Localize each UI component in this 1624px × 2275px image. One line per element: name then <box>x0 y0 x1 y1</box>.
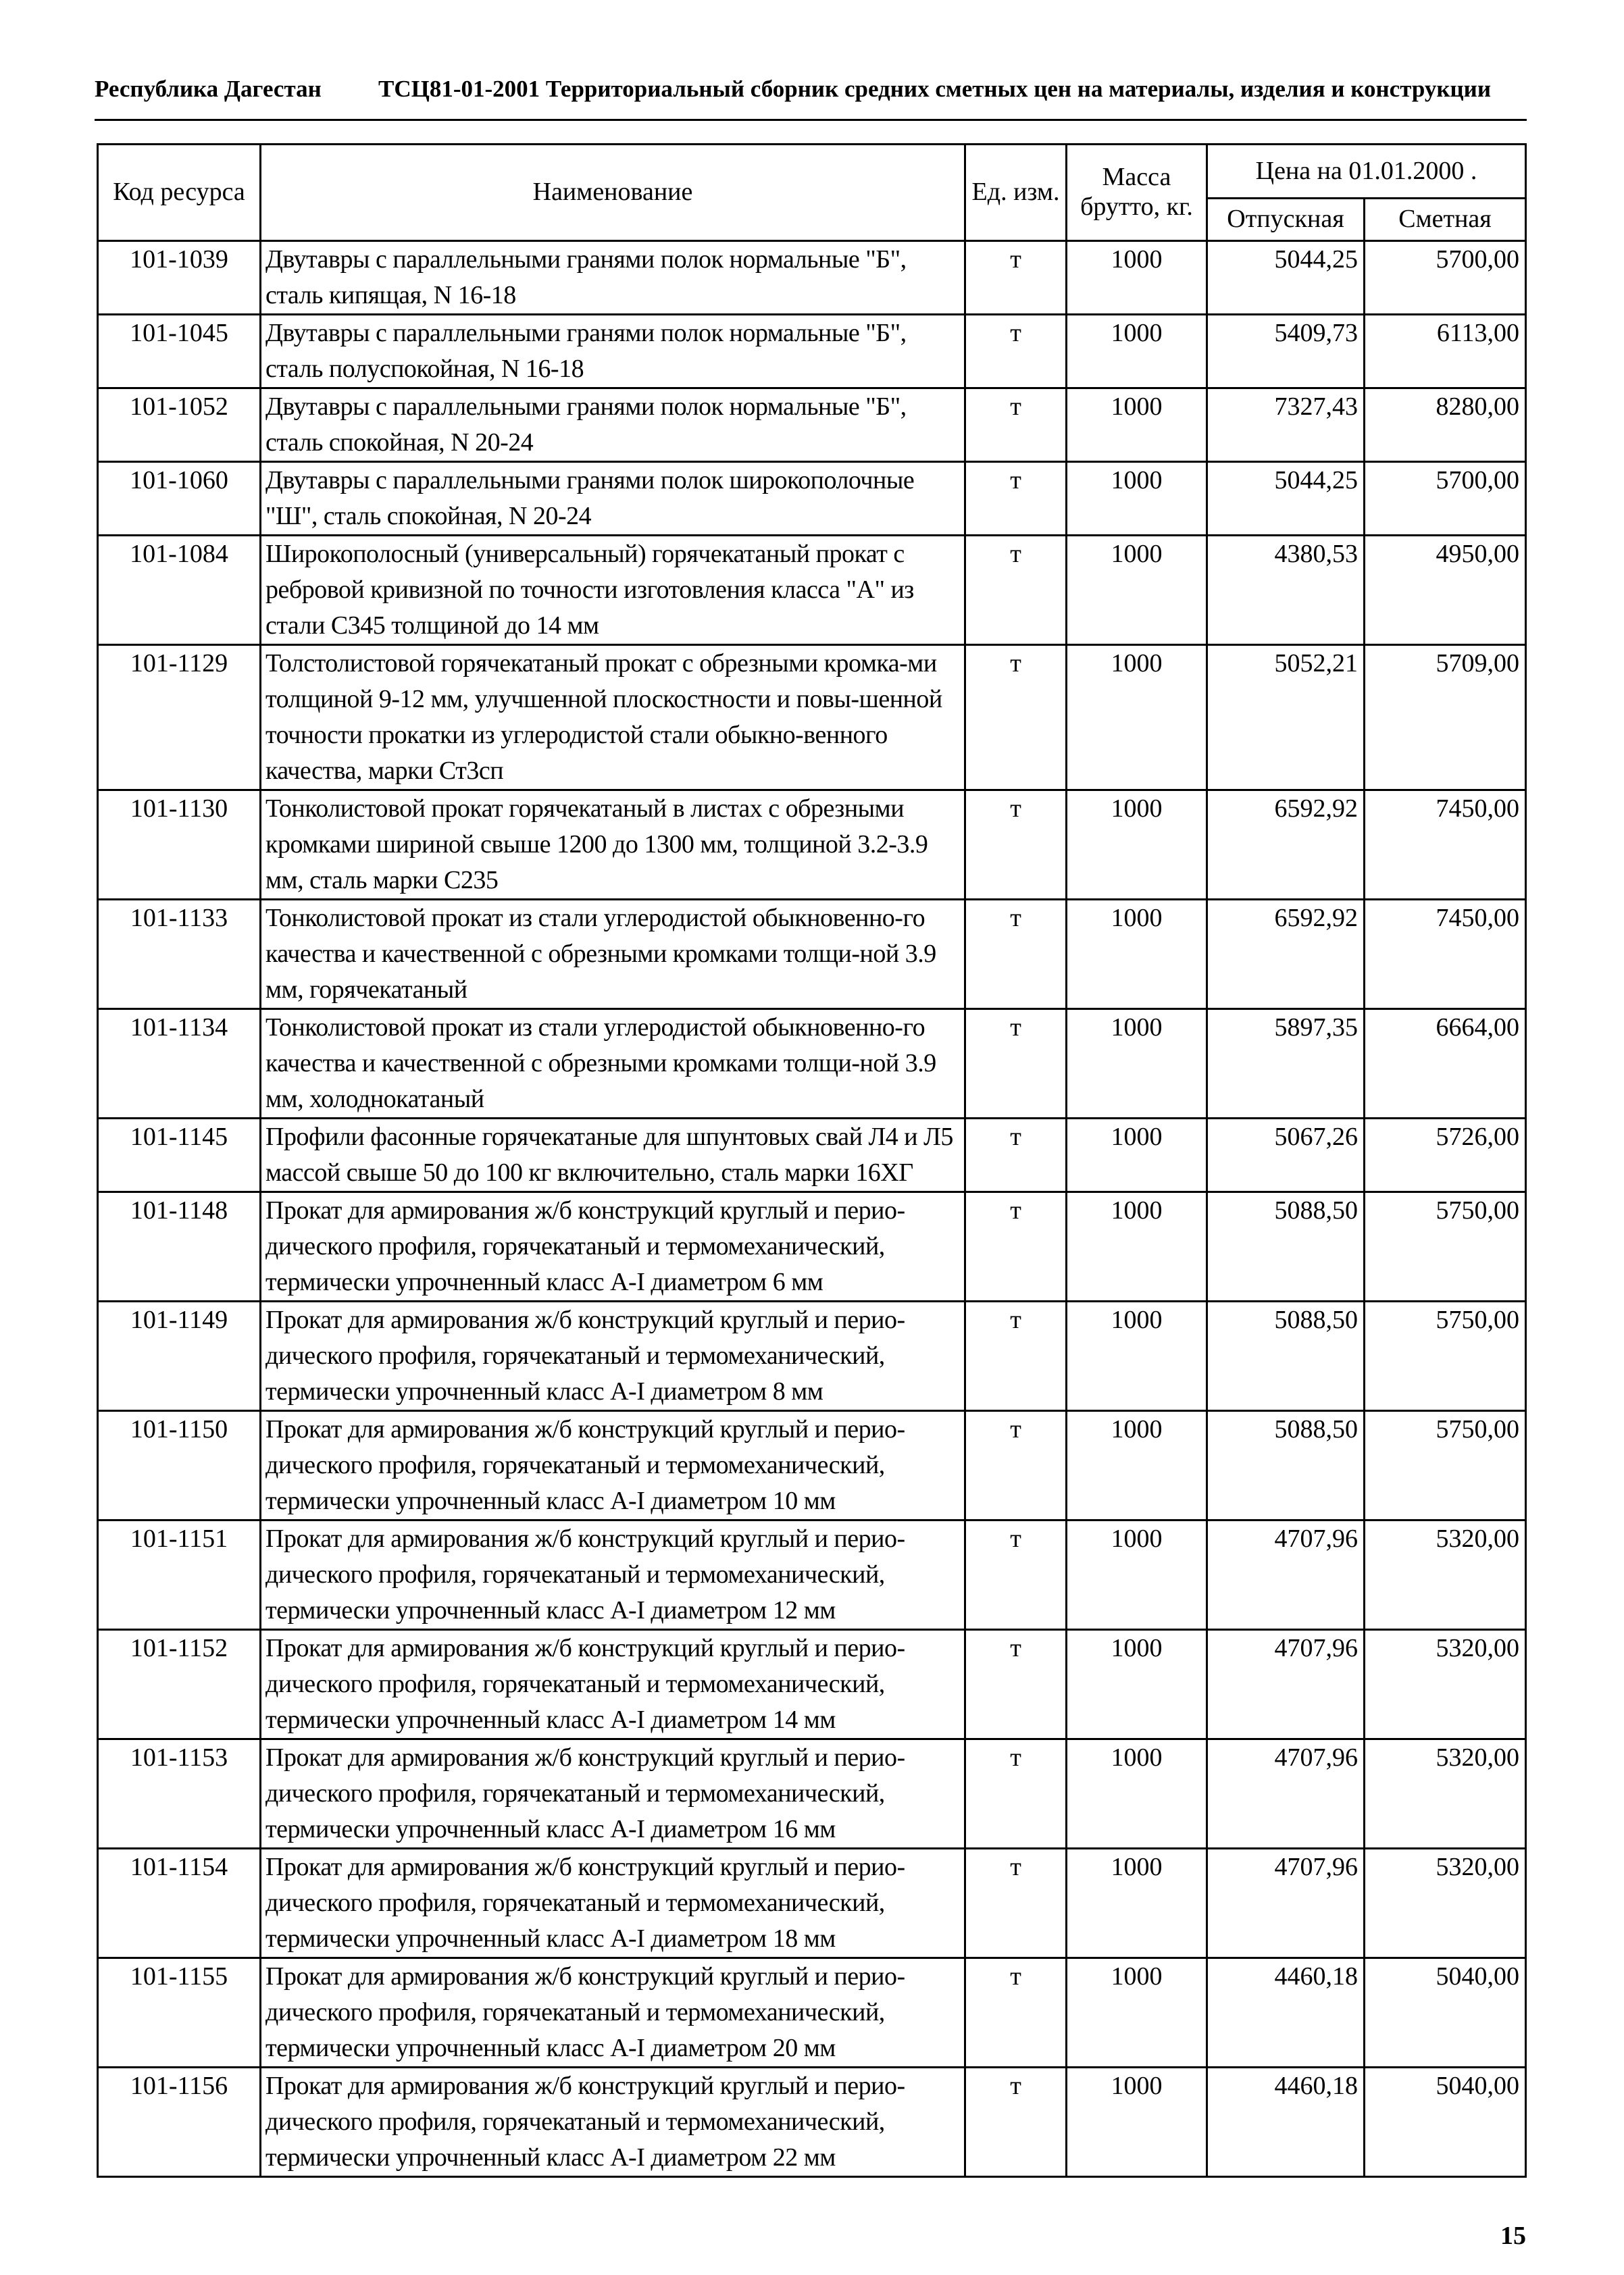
col-header-unit: Ед. изм. <box>965 145 1067 241</box>
row-mass: 1000 <box>1067 1411 1207 1520</box>
row-mass: 1000 <box>1067 900 1207 1009</box>
row-mass: 1000 <box>1067 388 1207 462</box>
table-row <box>98 1520 1526 1630</box>
row-release-price: 5088,50 <box>1207 1302 1365 1411</box>
row-unit: т <box>965 241 1067 315</box>
row-unit: т <box>965 1302 1067 1411</box>
row-unit: т <box>965 1630 1067 1739</box>
row-name: Двутавры с параллельными гранями полок нормальные "Б", сталь кипящая, N 16-18 <box>261 241 965 315</box>
row-unit: т <box>965 1009 1067 1119</box>
row-release-price: 4460,18 <box>1207 2068 1365 2177</box>
row-mass: 1000 <box>1067 1739 1207 1849</box>
row-estimate-price: 5750,00 <box>1365 1302 1526 1411</box>
row-estimate-price: 5320,00 <box>1365 1630 1526 1739</box>
row-estimate-price: 5750,00 <box>1365 1411 1526 1520</box>
row-mass: 1000 <box>1067 1009 1207 1119</box>
row-mass: 1000 <box>1067 1119 1207 1192</box>
row-estimate-price: 5709,00 <box>1365 645 1526 790</box>
table-row <box>98 1009 1526 1119</box>
price-table <box>97 143 1527 2178</box>
row-code: 101-1130 <box>98 790 261 900</box>
row-name: Тонколистовой прокат горячекатаный в листах с обрезными кромками шириной свыше 1200 до 1300 мм, толщиной 3.2-3.9 мм, сталь марки С235 <box>261 790 965 900</box>
row-code: 101-1133 <box>98 900 261 1009</box>
row-estimate-price: 4950,00 <box>1365 536 1526 645</box>
table-row <box>98 900 1526 1009</box>
row-mass: 1000 <box>1067 1849 1207 1958</box>
row-name: Толстолистовой горячекатаный прокат с обрезными кромка-ми толщиной 9-12 мм, улучшенной плоскостности и повы-шенной точности прокатки из углеродистой стали обыкно-венного качества, марки Ст3сп <box>261 645 965 790</box>
table-row <box>98 536 1526 645</box>
col-header-name: Наименование <box>261 145 965 241</box>
header-divider <box>95 119 1527 121</box>
row-mass: 1000 <box>1067 645 1207 790</box>
row-mass: 1000 <box>1067 1630 1207 1739</box>
row-mass: 1000 <box>1067 790 1207 900</box>
row-estimate-price: 5320,00 <box>1365 1849 1526 1958</box>
row-code: 101-1151 <box>98 1520 261 1630</box>
row-mass: 1000 <box>1067 315 1207 388</box>
row-unit: т <box>965 1411 1067 1520</box>
col-header-code: Код ресурса <box>98 145 261 241</box>
page-header <box>95 76 1527 113</box>
row-name: Тонколистовой прокат из стали углеродистой обыкновенно-го качества и качественной с обрезными кромками толщи-ной 3.9 мм, горячекатаный <box>261 900 965 1009</box>
row-unit: т <box>965 2068 1067 2177</box>
row-unit: т <box>965 1739 1067 1849</box>
table-row <box>98 388 1526 462</box>
row-release-price: 4380,53 <box>1207 536 1365 645</box>
row-estimate-price: 8280,00 <box>1365 388 1526 462</box>
row-estimate-price: 7450,00 <box>1365 900 1526 1009</box>
row-mass: 1000 <box>1067 1958 1207 2068</box>
row-mass: 1000 <box>1067 1302 1207 1411</box>
table-row <box>98 462 1526 536</box>
row-code: 101-1152 <box>98 1630 261 1739</box>
row-name: Прокат для армирования ж/б конструкций круглый и перио-дического профиля, горячекатаный и термомеханический, термически упрочненный класс А-I диаметром 14 мм <box>261 1630 965 1739</box>
row-estimate-price: 5750,00 <box>1365 1192 1526 1302</box>
row-code: 101-1154 <box>98 1849 261 1958</box>
row-name: Прокат для армирования ж/б конструкций круглый и перио-дического профиля, горячекатаный и термомеханический, термически упрочненный класс А-I диаметром 12 мм <box>261 1520 965 1630</box>
row-mass: 1000 <box>1067 241 1207 315</box>
row-name: Тонколистовой прокат из стали углеродистой обыкновенно-го качества и качественной с обрезными кромками толщи-ной 3.9 мм, холоднокатаный <box>261 1009 965 1119</box>
row-name: Широкополосный (универсальный) горячекатаный прокат с ребровой кривизной по точности изготовления класса "А" из стали С345 толщиной до 14 мм <box>261 536 965 645</box>
row-code: 101-1150 <box>98 1411 261 1520</box>
col-header-estimate-price: Сметная <box>1365 199 1526 241</box>
row-unit: т <box>965 462 1067 536</box>
row-release-price: 5409,73 <box>1207 315 1365 388</box>
row-release-price: 5052,21 <box>1207 645 1365 790</box>
row-name: Прокат для армирования ж/б конструкций круглый и перио-дического профиля, горячекатаный и термомеханический, термически упрочненный класс А-I диаметром 10 мм <box>261 1411 965 1520</box>
table-row <box>98 1119 1526 1192</box>
row-unit: т <box>965 1958 1067 2068</box>
row-release-price: 5067,26 <box>1207 1119 1365 1192</box>
row-release-price: 4707,96 <box>1207 1520 1365 1630</box>
row-unit: т <box>965 645 1067 790</box>
row-release-price: 5088,50 <box>1207 1411 1365 1520</box>
row-release-price: 6592,92 <box>1207 900 1365 1009</box>
row-unit: т <box>965 1119 1067 1192</box>
row-code: 101-1060 <box>98 462 261 536</box>
row-code: 101-1039 <box>98 241 261 315</box>
row-name: Двутавры с параллельными гранями полок нормальные "Б", сталь полуспокойная, N 16-18 <box>261 315 965 388</box>
row-estimate-price: 6664,00 <box>1365 1009 1526 1119</box>
table-row <box>98 1192 1526 1302</box>
table-row <box>98 1630 1526 1739</box>
table-row <box>98 1958 1526 2068</box>
row-estimate-price: 5320,00 <box>1365 1739 1526 1849</box>
table-row <box>98 645 1526 790</box>
row-code: 101-1145 <box>98 1119 261 1192</box>
row-release-price: 7327,43 <box>1207 388 1365 462</box>
table-row <box>98 315 1526 388</box>
row-code: 101-1156 <box>98 2068 261 2177</box>
row-mass: 1000 <box>1067 1520 1207 1630</box>
row-estimate-price: 5700,00 <box>1365 241 1526 315</box>
table-row <box>98 1302 1526 1411</box>
table-row <box>98 241 1526 315</box>
row-unit: т <box>965 1192 1067 1302</box>
row-release-price: 5897,35 <box>1207 1009 1365 1119</box>
row-name: Прокат для армирования ж/б конструкций круглый и перио-дического профиля, горячекатаный и термомеханический, термически упрочненный класс А-I диаметром 16 мм <box>261 1739 965 1849</box>
row-estimate-price: 6113,00 <box>1365 315 1526 388</box>
col-header-mass: Масса брутто, кг. <box>1067 145 1207 241</box>
row-release-price: 5044,25 <box>1207 462 1365 536</box>
row-unit: т <box>965 1520 1067 1630</box>
row-code: 101-1148 <box>98 1192 261 1302</box>
row-unit: т <box>965 790 1067 900</box>
col-header-release-price: Отпускная <box>1207 199 1365 241</box>
row-name: Прокат для армирования ж/б конструкций круглый и перио-дического профиля, горячекатаный и термомеханический, термически упрочненный класс А-I диаметром 18 мм <box>261 1849 965 1958</box>
header-collection-title: ТСЦ81-01-2001 Территориальный сборник средних сметных цен на материалы, изделия и конструкции <box>378 76 1491 102</box>
row-estimate-price: 5040,00 <box>1365 1958 1526 2068</box>
row-name: Прокат для армирования ж/б конструкций круглый и перио-дического профиля, горячекатаный и термомеханический, термически упрочненный класс А-I диаметром 8 мм <box>261 1302 965 1411</box>
page-number: 15 <box>1500 2222 1526 2250</box>
row-code: 101-1153 <box>98 1739 261 1849</box>
row-code: 101-1084 <box>98 536 261 645</box>
row-code: 101-1052 <box>98 388 261 462</box>
row-code: 101-1149 <box>98 1302 261 1411</box>
row-unit: т <box>965 536 1067 645</box>
table-body <box>98 241 1526 2177</box>
row-release-price: 5088,50 <box>1207 1192 1365 1302</box>
row-release-price: 4707,96 <box>1207 1739 1365 1849</box>
row-release-price: 4707,96 <box>1207 1630 1365 1739</box>
table-row <box>98 1849 1526 1958</box>
row-name: Прокат для армирования ж/б конструкций круглый и перио-дического профиля, горячекатаный и термомеханический, термически упрочненный класс А-I диаметром 20 мм <box>261 1958 965 2068</box>
row-name: Двутавры с параллельными гранями полок нормальные "Б", сталь спокойная, N 20-24 <box>261 388 965 462</box>
row-code: 101-1045 <box>98 315 261 388</box>
row-code: 101-1134 <box>98 1009 261 1119</box>
row-estimate-price: 7450,00 <box>1365 790 1526 900</box>
header-region: Республика Дагестан <box>95 76 322 102</box>
table-row <box>98 2068 1526 2177</box>
table-row <box>98 1739 1526 1849</box>
row-release-price: 4707,96 <box>1207 1849 1365 1958</box>
row-name: Прокат для армирования ж/б конструкций круглый и перио-дического профиля, горячекатаный и термомеханический, термически упрочненный класс А-I диаметром 22 мм <box>261 2068 965 2177</box>
col-header-price-group: Цена на 01.01.2000 . <box>1207 145 1526 199</box>
row-unit: т <box>965 315 1067 388</box>
row-unit: т <box>965 900 1067 1009</box>
row-mass: 1000 <box>1067 2068 1207 2177</box>
row-estimate-price: 5726,00 <box>1365 1119 1526 1192</box>
row-name: Двутавры с параллельными гранями полок широкополочные "Ш", сталь спокойная, N 20-24 <box>261 462 965 536</box>
row-name: Профили фасонные горячекатаные для шпунтовых свай Л4 и Л5 массой свыше 50 до 100 кг включительно, сталь марки 16ХГ <box>261 1119 965 1192</box>
row-code: 101-1129 <box>98 645 261 790</box>
table-row <box>98 1411 1526 1520</box>
row-release-price: 6592,92 <box>1207 790 1365 900</box>
row-mass: 1000 <box>1067 536 1207 645</box>
table-row <box>98 790 1526 900</box>
row-estimate-price: 5700,00 <box>1365 462 1526 536</box>
row-mass: 1000 <box>1067 462 1207 536</box>
row-unit: т <box>965 1849 1067 1958</box>
row-unit: т <box>965 388 1067 462</box>
row-code: 101-1155 <box>98 1958 261 2068</box>
row-name: Прокат для армирования ж/б конструкций круглый и перио-дического профиля, горячекатаный и термомеханический, термически упрочненный класс А-I диаметром 6 мм <box>261 1192 965 1302</box>
row-estimate-price: 5040,00 <box>1365 2068 1526 2177</box>
row-release-price: 4460,18 <box>1207 1958 1365 2068</box>
row-release-price: 5044,25 <box>1207 241 1365 315</box>
row-mass: 1000 <box>1067 1192 1207 1302</box>
row-estimate-price: 5320,00 <box>1365 1520 1526 1630</box>
